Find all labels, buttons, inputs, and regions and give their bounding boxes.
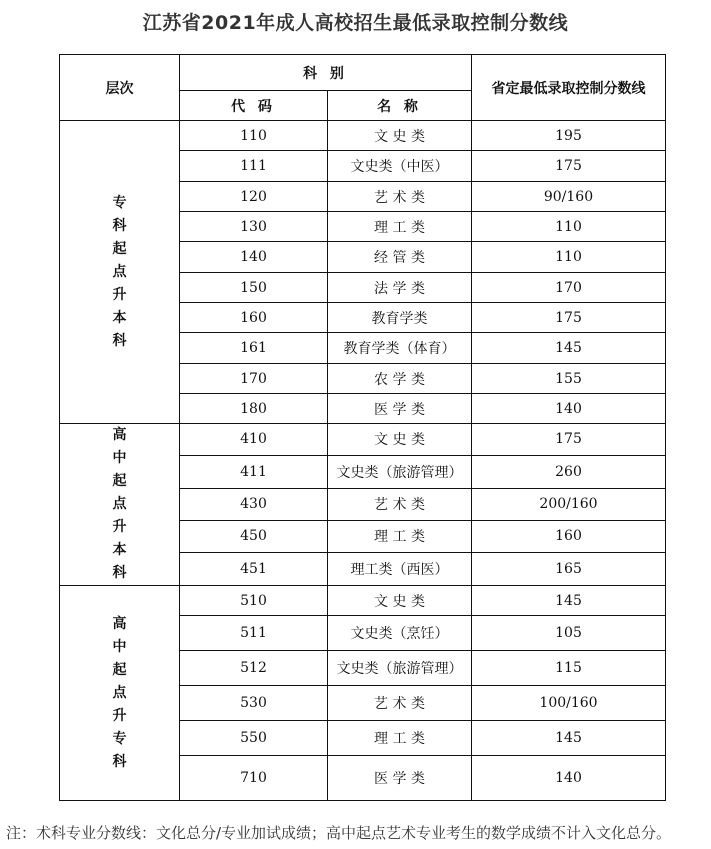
code-cell: 160	[180, 303, 328, 333]
code-cell: 170	[180, 364, 328, 394]
page-title: 江苏省2021年成人高校招生最低录取控制分数线	[142, 12, 569, 34]
score-cell: 175	[472, 303, 666, 333]
score-cell: 170	[472, 273, 666, 303]
code-cell: 450	[180, 520, 328, 552]
level-label: 高中起点升专科	[112, 615, 127, 770]
name-cell: 理工类（西医）	[328, 552, 472, 585]
code-cell: 511	[180, 616, 328, 651]
score-cell: 165	[472, 552, 666, 585]
score-cell: 110	[472, 242, 666, 273]
level-label: 专科起点升本科	[112, 194, 127, 349]
name-header: 名 称	[328, 91, 472, 121]
name-cell: 艺 术 类	[328, 686, 472, 721]
level-cell	[60, 586, 180, 801]
code-cell: 130	[180, 212, 328, 242]
code-cell: 180	[180, 394, 328, 424]
code-cell: 410	[180, 424, 328, 456]
score-cell: 90/160	[472, 182, 666, 212]
score-cell: 260	[472, 455, 666, 488]
name-cell: 理 工 类	[328, 520, 472, 552]
name-cell: 法 学 类	[328, 273, 472, 303]
level-header: 层次	[60, 55, 180, 121]
score-table	[59, 54, 666, 801]
code-cell: 140	[180, 242, 328, 273]
code-cell: 451	[180, 552, 328, 585]
name-cell: 文史类（旅游管理）	[328, 651, 472, 686]
code-cell: 430	[180, 489, 328, 521]
score-cell: 110	[472, 212, 666, 242]
name-cell: 农 学 类	[328, 364, 472, 394]
name-cell: 文 史 类	[328, 121, 472, 151]
level-cell	[60, 424, 180, 586]
code-cell: 150	[180, 273, 328, 303]
code-cell: 510	[180, 586, 328, 616]
code-cell: 512	[180, 651, 328, 686]
name-cell: 医 学 类	[328, 394, 472, 424]
code-header: 代 码	[180, 91, 328, 121]
score-cell: 200/160	[472, 489, 666, 521]
name-cell: 理 工 类	[328, 212, 472, 242]
table-header	[60, 55, 666, 121]
name-cell: 文史类（中医）	[328, 151, 472, 182]
score-cell: 105	[472, 616, 666, 651]
code-cell: 710	[180, 756, 328, 801]
name-cell: 医 学 类	[328, 756, 472, 801]
table-row	[60, 121, 666, 151]
code-cell: 161	[180, 333, 328, 364]
code-cell: 111	[180, 151, 328, 182]
name-cell: 教育学类	[328, 303, 472, 333]
table-row	[60, 586, 666, 616]
name-cell: 教育学类（体育）	[328, 333, 472, 364]
code-cell: 411	[180, 455, 328, 488]
score-cell: 195	[472, 121, 666, 151]
table-body	[60, 121, 666, 801]
name-cell: 经 管 类	[328, 242, 472, 273]
code-cell: 120	[180, 182, 328, 212]
name-cell: 理 工 类	[328, 721, 472, 756]
score-cell: 115	[472, 651, 666, 686]
score-cell: 145	[472, 721, 666, 756]
footnote: 注：术科专业分数线：文化总分/专业加试成绩；高中起点艺术专业考生的数学成绩不计入文化总分。	[6, 824, 672, 842]
score-cell: 145	[472, 333, 666, 364]
code-cell: 550	[180, 721, 328, 756]
score-cell: 140	[472, 394, 666, 424]
level-cell	[60, 121, 180, 424]
score-cell: 100/160	[472, 686, 666, 721]
code-cell: 110	[180, 121, 328, 151]
name-cell: 艺 术 类	[328, 182, 472, 212]
min-score-header: 省定最低录取控制分数线	[472, 55, 666, 121]
score-cell: 145	[472, 586, 666, 616]
score-cell: 160	[472, 520, 666, 552]
name-cell: 艺 术 类	[328, 489, 472, 521]
name-cell: 文 史 类	[328, 424, 472, 456]
score-cell: 175	[472, 424, 666, 456]
subject-header: 科 别	[180, 55, 472, 91]
name-cell: 文史类（旅游管理）	[328, 455, 472, 488]
table-row	[60, 424, 666, 456]
code-cell: 530	[180, 686, 328, 721]
score-cell: 140	[472, 756, 666, 801]
name-cell: 文史类（烹饪）	[328, 616, 472, 651]
level-label: 高中起点升本科	[112, 427, 127, 581]
score-cell: 175	[472, 151, 666, 182]
name-cell: 文 史 类	[328, 586, 472, 616]
score-cell: 155	[472, 364, 666, 394]
